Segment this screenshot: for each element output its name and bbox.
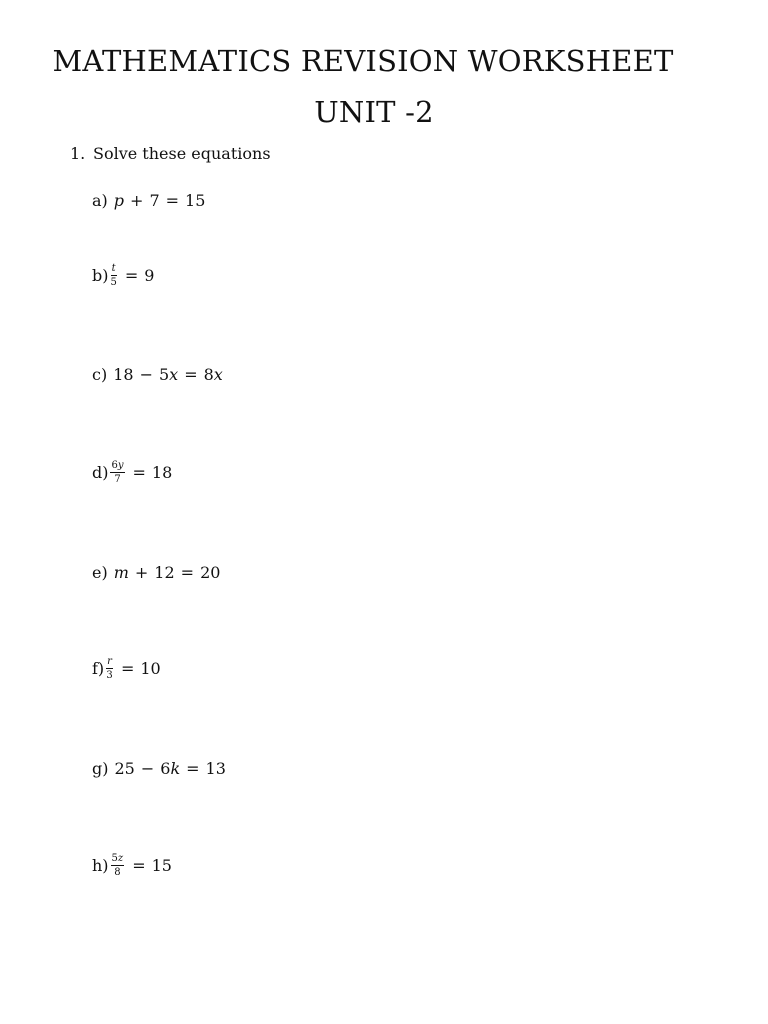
right-hand-side: 9 — [144, 266, 155, 285]
operator: − — [139, 365, 153, 384]
numerator-coefficient: 5 — [111, 853, 118, 864]
numerator: t — [111, 263, 116, 274]
variable: m — [113, 563, 129, 582]
constant: 25 — [114, 759, 135, 778]
right-hand-side: 15 — [151, 856, 172, 875]
constant: 18 — [113, 365, 134, 384]
denominator: 7 — [114, 474, 121, 485]
numerator-variable: z — [117, 853, 124, 864]
variable: x — [169, 365, 179, 384]
operator: + — [130, 191, 144, 210]
equals-sign: = — [180, 563, 195, 582]
equation-a — [92, 191, 205, 210]
equals-sign: = — [184, 365, 198, 384]
equals-sign: = — [132, 463, 146, 482]
equation-label: f) — [92, 659, 105, 678]
question-1 — [70, 144, 271, 163]
fraction — [110, 263, 116, 288]
numerator — [111, 853, 125, 866]
equation-label: g) — [92, 759, 109, 778]
equals-sign: = — [124, 266, 139, 285]
coefficient: 5 — [158, 365, 170, 384]
fraction — [106, 656, 113, 681]
equation-expression — [110, 460, 172, 485]
equation-b — [92, 263, 154, 288]
right-hand-side: 13 — [205, 759, 226, 778]
equation-expression — [111, 853, 172, 878]
equation-label: e) — [92, 563, 108, 582]
equals-sign: = — [132, 856, 146, 875]
equals-sign: = — [186, 759, 200, 778]
constant: 7 — [149, 191, 160, 210]
operator: − — [140, 759, 155, 778]
variable: k — [170, 759, 181, 778]
equals-sign: = — [120, 659, 135, 678]
equation-d — [92, 460, 172, 485]
question-number: 1. — [70, 144, 86, 163]
operator: + — [134, 563, 149, 582]
fraction — [111, 853, 125, 878]
numerator: r — [107, 656, 112, 667]
equation-expression — [113, 365, 223, 384]
equation-label: a) — [92, 191, 108, 210]
rhs-variable: x — [213, 365, 223, 384]
equation-label: h) — [92, 856, 109, 875]
equation-c — [92, 365, 223, 384]
right-hand-side: 20 — [200, 563, 221, 582]
right-hand-side: 15 — [185, 191, 206, 210]
equation-h — [92, 853, 172, 878]
equation-g — [92, 759, 226, 778]
question-text: Solve these equations — [93, 144, 271, 163]
denominator: 5 — [110, 277, 117, 288]
equation-expression — [114, 191, 206, 210]
constant: 12 — [154, 563, 175, 582]
right-hand-side: 10 — [140, 659, 161, 678]
equation-label: c) — [92, 365, 108, 384]
worksheet-title: MATHEMATICS REVISION WORKSHEET — [52, 44, 674, 78]
rhs-coefficient: 8 — [203, 365, 214, 384]
coefficient: 6 — [160, 759, 171, 778]
equals-sign: = — [165, 191, 180, 210]
numerator-variable: y — [117, 460, 124, 471]
equation-f — [92, 656, 161, 681]
equation-expression — [106, 656, 161, 681]
right-hand-side: 18 — [151, 463, 173, 482]
equation-expression — [110, 263, 154, 288]
equation-label: b) — [92, 266, 109, 285]
variable: p — [113, 191, 125, 210]
equation-e — [92, 563, 220, 582]
equation-expression — [114, 759, 225, 778]
equation-expression — [114, 563, 221, 582]
unit-heading: UNIT -2 — [314, 95, 434, 129]
denominator: 3 — [106, 670, 113, 681]
numerator — [110, 460, 124, 473]
denominator: 8 — [114, 867, 121, 878]
numerator-coefficient: 6 — [111, 460, 118, 471]
equation-label: d) — [92, 463, 109, 482]
fraction — [110, 460, 124, 485]
